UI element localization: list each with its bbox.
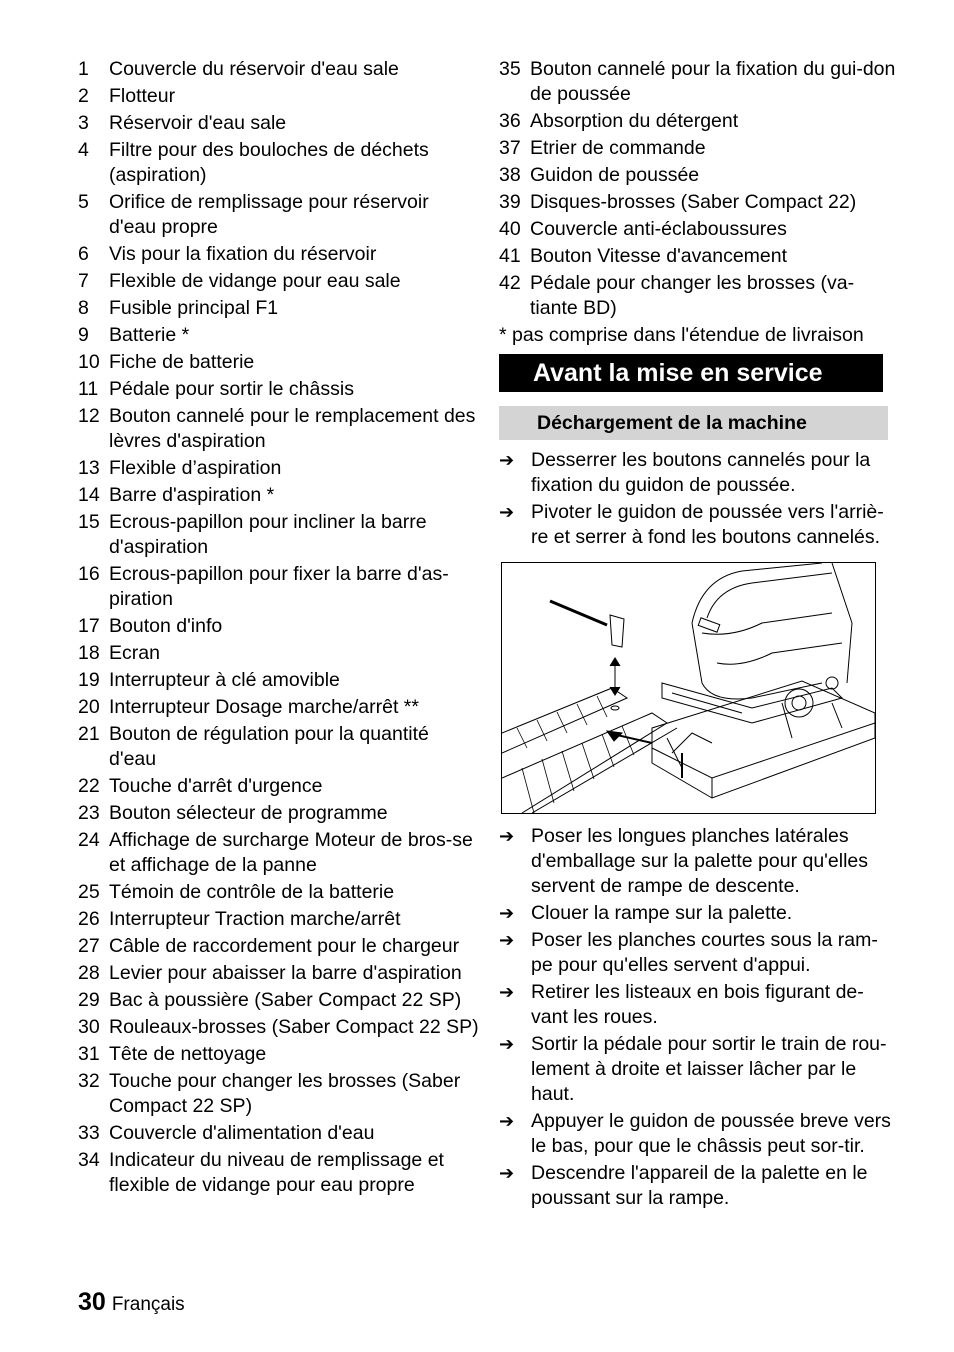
item-number: 36 (499, 110, 521, 132)
list-item (78, 562, 480, 612)
instruction-step (499, 1032, 899, 1107)
item-text: Touche pour changer les brosses (Saber Compact 22 SP) (109, 1070, 461, 1117)
item-number: 13 (78, 457, 100, 479)
instruction-step (499, 901, 899, 926)
list-item (78, 774, 480, 799)
arrow-icon: ➔ (499, 982, 515, 1002)
item-text: Guidon de poussée (530, 164, 700, 186)
list-item (78, 350, 480, 375)
item-text: Flexible de vidange pour eau sale (109, 270, 401, 292)
list-item (78, 1015, 480, 1040)
list-item (78, 1069, 480, 1119)
item-number: 29 (78, 989, 100, 1011)
item-text: Câble de raccordement pour le chargeur (109, 935, 460, 957)
parts-list-left (78, 57, 480, 1200)
instruction-step (499, 1109, 899, 1159)
item-text: Bac à poussière (Saber Compact 22 SP) (109, 989, 462, 1011)
item-number: 28 (78, 962, 100, 984)
item-text: Batterie * (109, 324, 190, 346)
step-text: Clouer la rampe sur la palette. (531, 902, 793, 924)
item-number: 1 (78, 58, 89, 80)
list-item (499, 136, 899, 161)
item-number: 15 (78, 511, 100, 533)
machine-on-pallet-drawing (502, 563, 875, 813)
step-text: Appuyer le guidon de poussée breve vers le bas, pour que le châssis peut sor-tir. (531, 1110, 891, 1157)
item-number: 25 (78, 881, 100, 903)
item-number: 26 (78, 908, 100, 930)
item-text: Témoin de contrôle de la batterie (109, 881, 395, 903)
item-number: 22 (78, 775, 100, 797)
item-number: 27 (78, 935, 100, 957)
list-item (499, 190, 899, 215)
item-text: Fusible principal F1 (109, 297, 279, 319)
item-text: Ecrous-papillon pour fixer la barre d'as-piration (109, 563, 449, 610)
instruction-step (499, 1161, 899, 1211)
item-number: 10 (78, 351, 100, 373)
list-item (78, 1042, 480, 1067)
item-number: 12 (78, 405, 100, 427)
list-item (78, 111, 480, 136)
item-text: Bouton Vitesse d'avancement (530, 245, 788, 267)
item-text: Interrupteur Dosage marche/arrêt ** (109, 696, 419, 718)
item-text: Orifice de remplissage pour réservoir d'eau propre (109, 191, 429, 238)
list-item (78, 722, 480, 772)
item-number: 40 (499, 218, 521, 240)
item-number: 39 (499, 191, 521, 213)
item-text: Réservoir d'eau sale (109, 112, 287, 134)
arrow-icon: ➔ (499, 1111, 515, 1131)
list-item (499, 57, 899, 107)
item-text: Couvercle anti-éclaboussures (530, 218, 787, 240)
list-item (78, 1148, 480, 1198)
language-label: Français (111, 1294, 185, 1315)
step-text: Poser les planches courtes sous la ram-pe pour qu'elles servent d'appui. (531, 929, 878, 976)
item-text: Filtre pour des bouloches de déchets (aspiration) (109, 139, 429, 186)
list-item (78, 961, 480, 986)
item-number: 5 (78, 191, 89, 213)
instruction-step (499, 980, 899, 1030)
footnote: * pas comprise dans l'étendue de livraison (499, 324, 864, 346)
list-item (78, 84, 480, 109)
item-text: Absorption du détergent (530, 110, 739, 132)
steps-after-figure (499, 824, 899, 1211)
list-item (78, 456, 480, 481)
list-item (78, 323, 480, 348)
list-item (78, 880, 480, 905)
page-footer (78, 1290, 185, 1317)
item-number: 8 (78, 297, 89, 319)
list-item (78, 242, 480, 267)
item-number: 2 (78, 85, 89, 107)
item-text: Bouton d'info (109, 615, 223, 637)
list-item (78, 988, 480, 1013)
list-item (499, 244, 899, 269)
item-number: 41 (499, 245, 521, 267)
item-text: Disques-brosses (Saber Compact 22) (530, 191, 857, 213)
item-number: 19 (78, 669, 100, 691)
right-column (499, 57, 899, 1213)
item-number: 11 (78, 378, 99, 400)
subsection-title: Déchargement de la machine (499, 406, 888, 440)
list-item (78, 377, 480, 402)
instruction-step (499, 448, 899, 498)
list-item (78, 483, 480, 508)
item-number: 33 (78, 1122, 100, 1144)
steps-before-figure (499, 448, 899, 550)
arrow-icon: ➔ (499, 1163, 515, 1183)
list-item (78, 695, 480, 720)
list-item (78, 907, 480, 932)
item-text: Pédale pour sortir le châssis (109, 378, 354, 400)
item-text: Bouton cannelé pour le remplacement des lèvres d'aspiration (109, 405, 476, 452)
list-item (78, 1121, 480, 1146)
list-item (78, 190, 480, 240)
item-number: 23 (78, 802, 100, 824)
item-number: 9 (78, 324, 89, 346)
item-text: Affichage de surcharge Moteur de bros-se et affichage de la panne (109, 829, 473, 876)
list-item (78, 641, 480, 666)
item-text: Indicateur du niveau de remplissage et flexible de vidange pour eau propre (109, 1149, 444, 1196)
unloading-illustration (501, 562, 876, 814)
item-text: Flotteur (109, 85, 176, 107)
page-number: 30 (78, 1288, 106, 1316)
item-number: 32 (78, 1070, 100, 1092)
item-text: Bouton cannelé pour la fixation du gui-don de poussée (530, 58, 896, 105)
item-text: Tête de nettoyage (109, 1043, 267, 1065)
item-number: 3 (78, 112, 89, 134)
item-text: Pédale pour changer les brosses (va-tiante BD) (530, 272, 855, 319)
item-number: 30 (78, 1016, 100, 1038)
item-text: Flexible d’aspiration (109, 457, 282, 479)
arrow-icon: ➔ (499, 450, 515, 470)
item-number: 31 (78, 1043, 100, 1065)
step-text: Retirer les listeaux en bois figurant de-vant les roues. (531, 981, 864, 1028)
item-number: 21 (78, 723, 100, 745)
list-item (78, 510, 480, 560)
item-number: 4 (78, 139, 89, 161)
parts-list-right (499, 57, 899, 321)
item-text: Barre d'aspiration * (109, 484, 275, 506)
item-number: 17 (78, 615, 100, 637)
item-text: Touche d'arrêt d'urgence (109, 775, 323, 797)
instruction-step (499, 928, 899, 978)
step-text: Poser les longues planches latérales d'emballage sur la palette pour qu'elles servent de rampe de descente. (531, 825, 868, 897)
item-text: Vis pour la fixation du réservoir (109, 243, 377, 265)
list-item (499, 271, 899, 321)
list-item (499, 109, 899, 134)
list-item (78, 269, 480, 294)
item-text: Levier pour abaisser la barre d'aspiration (109, 962, 462, 984)
list-item (78, 801, 480, 826)
item-text: Bouton sélecteur de programme (109, 802, 388, 824)
item-text: Interrupteur Traction marche/arrêt (109, 908, 401, 930)
item-text: Ecran (109, 642, 160, 664)
list-item (78, 57, 480, 82)
item-number: 34 (78, 1149, 100, 1171)
item-text: Fiche de batterie (109, 351, 255, 373)
instruction-step (499, 500, 899, 550)
list-item (499, 217, 899, 242)
list-item (78, 934, 480, 959)
item-number: 14 (78, 484, 100, 506)
item-number: 37 (499, 137, 521, 159)
item-text: Ecrous-papillon pour incliner la barre d'aspiration (109, 511, 427, 558)
arrow-icon: ➔ (499, 903, 515, 923)
item-number: 16 (78, 563, 100, 585)
item-text: Interrupteur à clé amovible (109, 669, 340, 691)
instruction-step (499, 824, 899, 899)
step-text: Pivoter le guidon de poussée vers l'arriè-re et serrer à fond les boutons cannelés. (531, 501, 884, 548)
item-number: 38 (499, 164, 521, 186)
item-number: 6 (78, 243, 89, 265)
step-text: Desserrer les boutons cannelés pour la fixation du guidon de poussée. (531, 449, 871, 496)
item-text: Etrier de commande (530, 137, 706, 159)
step-text: Descendre l'appareil de la palette en le poussant sur la rampe. (531, 1162, 868, 1209)
arrow-icon: ➔ (499, 930, 515, 950)
list-item (78, 404, 480, 454)
item-text: Rouleaux-brosses (Saber Compact 22 SP) (109, 1016, 479, 1038)
section-title: Avant la mise en service (499, 354, 883, 392)
item-text: Bouton de régulation pour la quantité d'eau (109, 723, 429, 770)
item-text: Couvercle d'alimentation d'eau (109, 1122, 375, 1144)
list-item (78, 296, 480, 321)
arrow-icon: ➔ (499, 826, 515, 846)
item-text: Couvercle du réservoir d'eau sale (109, 58, 399, 80)
item-number: 20 (78, 696, 100, 718)
list-item (78, 828, 480, 878)
list-item (78, 614, 480, 639)
item-number: 18 (78, 642, 100, 664)
arrow-icon: ➔ (499, 1034, 515, 1054)
list-item (499, 163, 899, 188)
list-item (78, 138, 480, 188)
item-number: 7 (78, 270, 89, 292)
item-number: 35 (499, 58, 521, 80)
item-number: 24 (78, 829, 100, 851)
step-text: Sortir la pédale pour sortir le train de rou-lement à droite et laisser lâcher par le haut. (531, 1033, 887, 1105)
item-number: 42 (499, 272, 521, 294)
list-item (78, 668, 480, 693)
arrow-icon: ➔ (499, 502, 515, 522)
